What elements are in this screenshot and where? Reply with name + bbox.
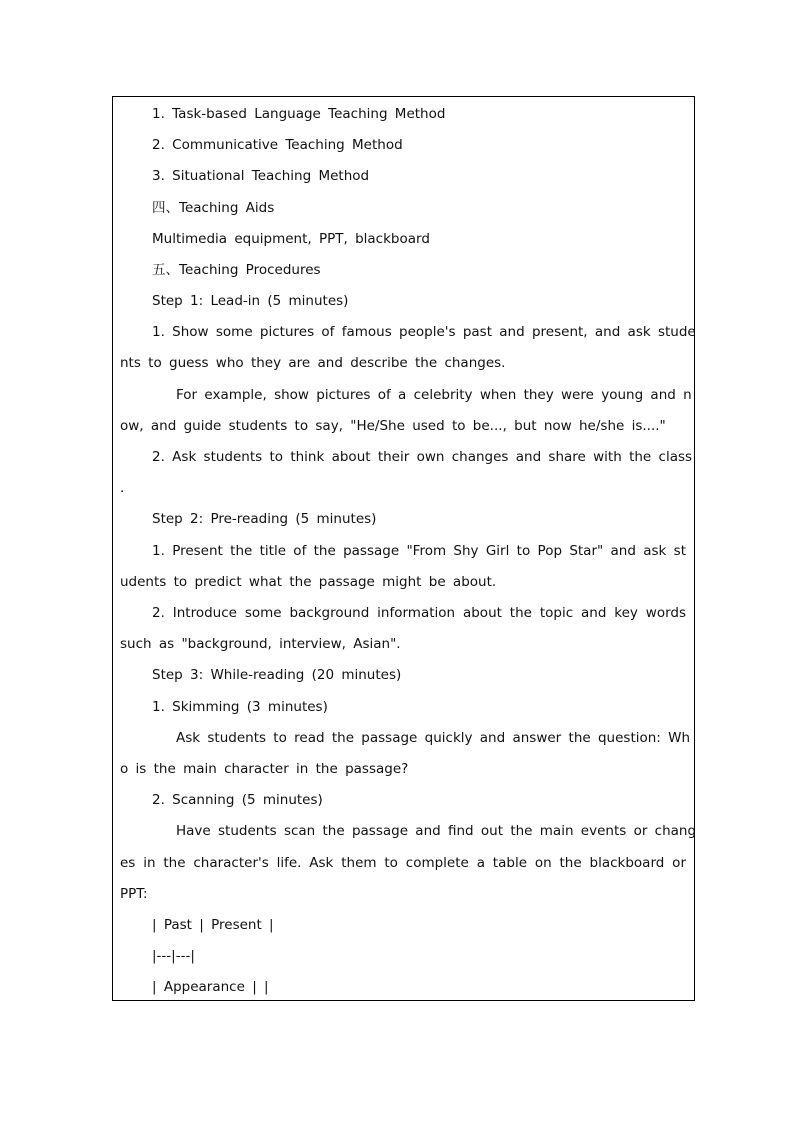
step-1-item-1-line-2: nts to guess who they are and describe the changes. [120,355,506,371]
step-1-example-line-2: ow, and guide students to say, "He/She used to be..., but now he/she is...." [120,418,666,434]
table-cell-border [112,96,695,1001]
step-2-item-2-line-2: such as "background, interview, Asian". [120,636,401,652]
step-1-item-1-line-1: 1. Show some pictures of famous people's past and present, and ask stude [152,324,696,340]
scanning-instruction-line-2: es in the character's life. Ask them to complete a table on the blackboard or [120,855,686,871]
step-2-item-1-line-2: udents to predict what the passage might be about. [120,574,497,590]
step-2-item-1-line-1: 1. Present the title of the passage "From Shy Girl to Pop Star" and ask st [152,543,686,559]
method-item-1: 1. Task-based Language Teaching Method [152,106,446,122]
step-3-heading: Step 3: While-reading (20 minutes) [152,667,402,683]
skimming-instruction-line-2: o is the main character in the passage? [120,761,409,777]
markdown-table-header: | Past | Present | [152,917,274,933]
section-heading-teaching-aids: 四、Teaching Aids [152,200,275,216]
step-1-heading: Step 1: Lead-in (5 minutes) [152,293,349,309]
scanning-instruction-line-3: PPT: [120,886,148,902]
scanning-heading: 2. Scanning (5 minutes) [152,792,323,808]
step-2-heading: Step 2: Pre-reading (5 minutes) [152,511,377,527]
method-item-3: 3. Situational Teaching Method [152,168,370,184]
markdown-table-row-appearance: | Appearance | | [152,979,269,995]
step-1-item-2-line-1: 2. Ask students to think about their own changes and share with the class [152,449,693,465]
markdown-table-separator: |---|---| [152,948,195,964]
teaching-aids-text: Multimedia equipment, PPT, blackboard [152,231,430,247]
step-1-example-line-1: For example, show pictures of a celebrity when they were young and n [176,387,692,403]
step-2-item-2-line-1: 2. Introduce some background information about the topic and key words [152,605,686,621]
section-heading-teaching-procedures: 五、Teaching Procedures [152,262,321,278]
method-item-2: 2. Communicative Teaching Method [152,137,403,153]
step-1-item-2-line-2: . [120,480,125,496]
scanning-instruction-line-1: Have students scan the passage and find out the main events or chang [176,823,697,839]
skimming-heading: 1. Skimming (3 minutes) [152,699,328,715]
skimming-instruction-line-1: Ask students to read the passage quickly and answer the question: Wh [176,730,691,746]
